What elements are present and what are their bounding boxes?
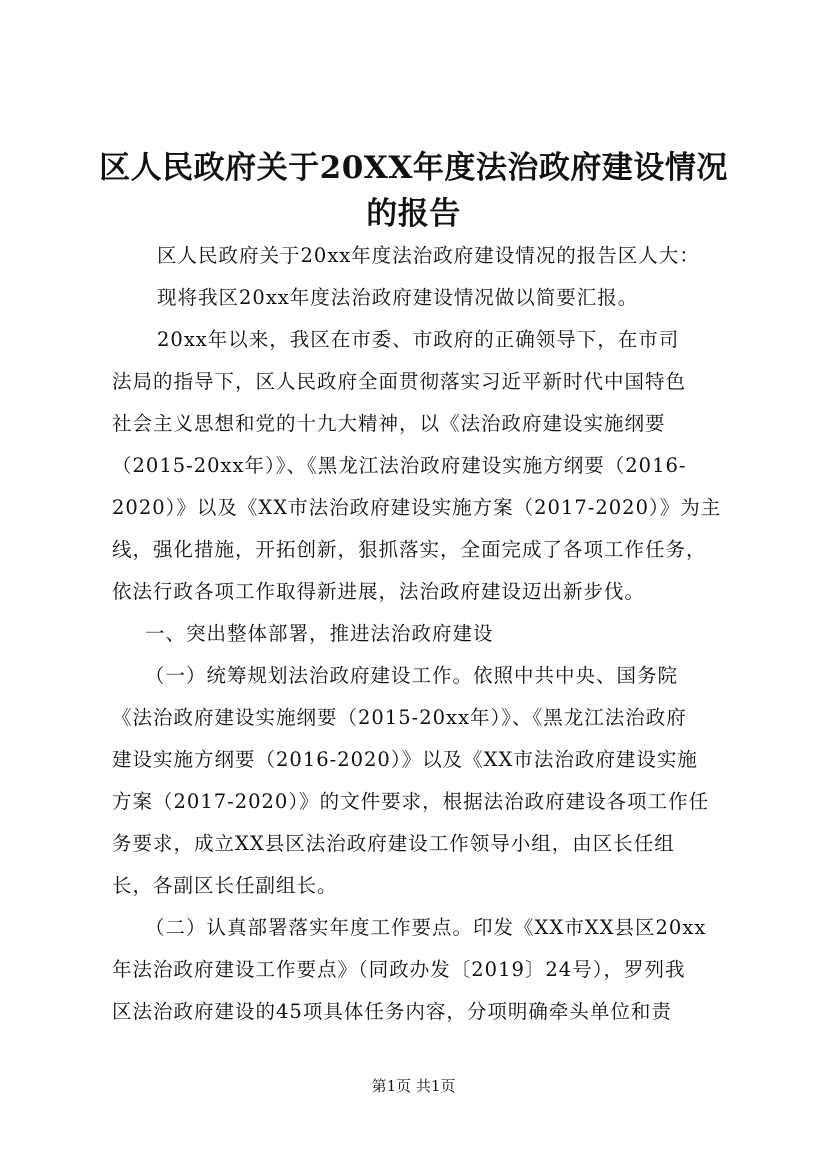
body-line: 《法治政府建设实施纲要（2015-20xx年）》、《黑龙江法治政府 [112,706,687,729]
body-line: 线，强化措施，开拓创新，狠抓落实，全面完成了各项工作任务， [112,538,707,561]
body-line: 依法行政各项工作取得新进展，法治政府建设迈出新步伐。 [112,580,646,603]
body-line: （二）认真部署落实年度工作要点。印发《XX市XX县区20xx [145,916,707,939]
body-line: 建设实施方纲要（2016-2020）》以及《XX市法治政府建设实施 [112,748,698,771]
document-title-line-2: 的报告 [366,196,461,232]
body-line: 区法治政府建设的45项具体任务内容，分项明确牵头单位和责 [112,1000,672,1023]
body-line: 20xx年以来，我区在市委、市政府的正确领导下，在市司 [157,328,680,351]
body-line: 年法治政府建设工作要点》（同政办发〔2019〕24号），罗列我 [112,958,686,981]
document-title-line-1: 区人民政府关于20XX年度法治政府建设情况 [99,150,728,186]
body-line: （一）统筹规划法治政府建设工作。依照中共中央、国务院 [145,664,679,687]
body-line: 务要求，成立XX县区法治政府建设工作领导小组，由区长任组 [112,832,675,855]
body-line: 法局的指导下，区人民政府全面贯彻落实习近平新时代中国特色 [112,370,687,393]
page-footer: 第1页 共1页 [371,1077,456,1095]
body-line: （2015-20xx年）》、《黑龙江法治政府建设实施方纲要（2016- [112,454,687,477]
body-line: 社会主义思想和党的十九大精神，以《法治政府建设实施纲要 [112,412,666,435]
body-line: 现将我区20xx年度法治政府建设情况做以简要汇报。 [157,286,639,309]
body-line: 区人民政府关于20xx年度法治政府建设情况的报告区人大： [157,244,700,267]
body-line: 方案（2017-2020）》的文件要求，根据法治政府建设各项工作任 [112,790,710,813]
section-heading: 一、突出整体部署，推进法治政府建设 [145,622,494,645]
body-line: 长，各副区长任副组长。 [112,874,338,897]
body-line: 2020）》以及《XX市法治政府建设实施方案（2017-2020）》为主 [112,496,722,519]
